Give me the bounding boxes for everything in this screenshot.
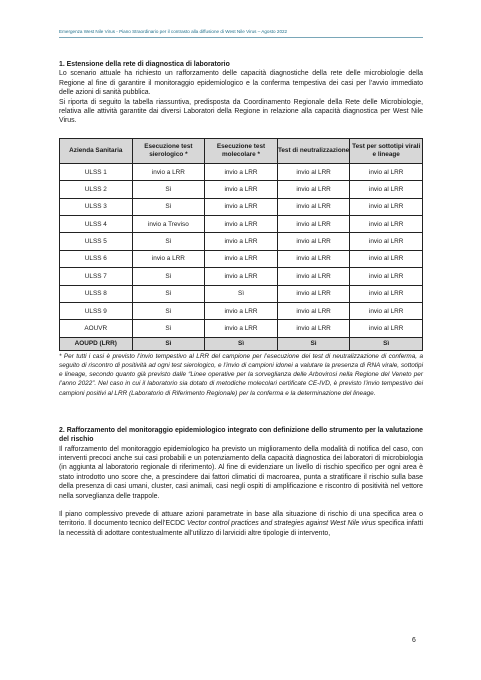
column-header: Test per sottotipi virali e lineage (350, 138, 423, 163)
table-cell: Sì (132, 268, 205, 285)
table-cell: invio a LRR (205, 181, 278, 198)
table-cell: Sì (205, 337, 278, 350)
table-row (60, 216, 423, 233)
table-cell: Sì (205, 285, 278, 302)
document-title-emphasis: Vector control practices and strategies against West Nile virus (186, 520, 376, 528)
row-label-cell: ULSS 9 (60, 302, 133, 319)
header-divider (59, 37, 423, 38)
table-cell: invio al LRR (277, 198, 350, 215)
table-cell: invio a Treviso (132, 216, 205, 233)
table-row (60, 163, 423, 180)
table-cell: Sì (277, 337, 350, 350)
row-label-cell: AOUPD (LRR) (60, 337, 133, 350)
table-cell: invio al LRR (350, 250, 423, 267)
table-cell: Sì (350, 337, 423, 350)
table-cell: invio al LRR (277, 233, 350, 250)
column-header: Esecuzione test molecolare * (205, 138, 278, 163)
table-cell: invio a LRR (205, 163, 278, 180)
table-cell: invio a LRR (132, 250, 205, 267)
table-row (60, 320, 423, 337)
page-content (59, 60, 423, 538)
table-row (60, 233, 423, 250)
table-cell: invio al LRR (350, 163, 423, 180)
table-row (60, 268, 423, 285)
column-header: Test di neutralizzazione (277, 138, 350, 163)
table-cell: invio a LRR (205, 320, 278, 337)
row-label-cell: ULSS 3 (60, 198, 133, 215)
row-label-cell: ULSS 7 (60, 268, 133, 285)
row-label-cell: ULSS 1 (60, 163, 133, 180)
table-cell: Sì (132, 181, 205, 198)
table-cell: invio al LRR (277, 268, 350, 285)
table-cell: invio a LRR (205, 250, 278, 267)
paragraph-text: Il piano complessivo prevede di attuare azioni parametrate in base alla situazione di rischio di una specifica area o territorio. Il documento tecnico dell’ECDC (59, 511, 423, 528)
section-1-paragraph-1: Lo scenario attuale ha richiesto un rafforzamento delle capacità diagnostiche della rete delle microbiologie della Regione al fine di garantire il monitoraggio epidemiologico e la conferma tempestiva dei casi per l’avvio immediato delle azioni di sanità pubblica. (59, 70, 423, 97)
table-cell: invio a LRR (205, 302, 278, 319)
row-label-cell: ULSS 2 (60, 181, 133, 198)
column-header: Azienda Sanitaria (60, 138, 133, 163)
table-row (60, 285, 423, 302)
table-cell: invio al LRR (277, 181, 350, 198)
table-cell: invio al LRR (350, 233, 423, 250)
table-cell: Sì (132, 320, 205, 337)
row-label-cell: AOUVR (60, 320, 133, 337)
table-row (60, 250, 423, 267)
table-cell: Sì (132, 302, 205, 319)
table-row (60, 302, 423, 319)
row-label-cell: ULSS 5 (60, 233, 133, 250)
table-row (60, 181, 423, 198)
table-cell: invio al LRR (350, 285, 423, 302)
row-label-cell: ULSS 4 (60, 216, 133, 233)
table-row (60, 198, 423, 215)
row-label-cell: ULSS 8 (60, 285, 133, 302)
table-cell: Sì (132, 337, 205, 350)
table-cell: Sì (132, 285, 205, 302)
table-cell: invio al LRR (277, 285, 350, 302)
table-cell: invio al LRR (277, 302, 350, 319)
table-cell: invio a LRR (205, 198, 278, 215)
section-1-heading: 1. Estensione della rete di diagnostica di laboratorio (59, 61, 230, 68)
column-header: Esecuzione test sierologico * (132, 138, 205, 163)
table-cell: invio al LRR (350, 302, 423, 319)
paragraph-text: specifica infatti la necessità di adottare contestualmente all’utilizzo di larvicidi altre tipologie di intervento, (59, 520, 424, 537)
table-cell: invio a LRR (205, 216, 278, 233)
section-2-paragraph-2 (59, 510, 423, 538)
table-cell: invio a LRR (205, 268, 278, 285)
table-cell: invio a LRR (205, 233, 278, 250)
laboratory-capacity-table (59, 138, 423, 351)
table-row (60, 337, 423, 350)
table-cell: invio a LRR (132, 163, 205, 180)
table-cell: invio al LRR (277, 216, 350, 233)
table-cell: invio al LRR (277, 163, 350, 180)
table-footnote: * Per tutti i casi è previsto l’invio tempestivo al LRR del campione per l’esecuzione dei test di neutralizzazione di conferma, a seguito di riscontro di positività ad ogni test sierologico, e l’invio di campioni idonei a valutare la presenza di RNA virale, sottotipi e lineage, secondo quanto già previsto dalle “Linee operative per la sorveglianza delle Arbovirosi nella Regione del Veneto per l’anno 2022”. Nel caso in cui il laboratorio sia dotato di metodiche molecolari certificate CE-IVD, è previsto l’invio tempestivo dei campioni positivi al LRR (Laboratorio di Riferimento Regionale) per la conferma e la determinazione del lineage. (59, 352, 423, 397)
page-number: 6 (412, 637, 416, 644)
table-cell: invio al LRR (350, 216, 423, 233)
section-2-heading: 2. Rafforzamento del monitoraggio epidemiologico integrato con definizione dello strumento per la valutazione del rischio (59, 426, 423, 444)
running-header: Emergenza West Nile Virus - Piano Straordinario per il contrasto alla diffusione di West Nile Virus – Agosto 2022 (59, 29, 288, 34)
table-cell: invio al LRR (350, 198, 423, 215)
table-cell: invio al LRR (350, 268, 423, 285)
table-header-row (60, 138, 423, 163)
table-cell: invio al LRR (277, 320, 350, 337)
row-label-cell: ULSS 6 (60, 250, 133, 267)
table-cell: Sì (132, 233, 205, 250)
table-cell: invio al LRR (277, 250, 350, 267)
table-cell: invio al LRR (350, 181, 423, 198)
section-1-paragraph-2: Si riporta di seguito la tabella riassuntiva, predisposta da Coordinamento Regionale della Rete delle Microbiologie, relativa alle attività garantite dai diversi Laboratori della Regione in relazione alla capacità diagnostica per West Nile Virus. (59, 98, 423, 125)
table-cell: invio al LRR (350, 320, 423, 337)
table-cell: Sì (132, 198, 205, 215)
section-2-paragraph-1: Il rafforzamento del monitoraggio epidemiologico ha previsto un miglioramento della modalità di notifica del caso, con interventi precoci anche sui casi probabili e un potenziamento della capacità diagnostica dei laboratori di microbiologia (in aggiunta al laboratorio regionale di riferimento). Al fine di evidenziare un livello di rischio specifico per ogni area è stato introdotto uno score che, a prescindere dai fattori climatici di macroarea, punta a stratificare il rischio sulla base della presenza di casi umani, cluster, casi animali, casi negli ospiti di amplificazione e riscontro di positività nel vettore nella sorveglianza delle trappole. (59, 445, 423, 500)
